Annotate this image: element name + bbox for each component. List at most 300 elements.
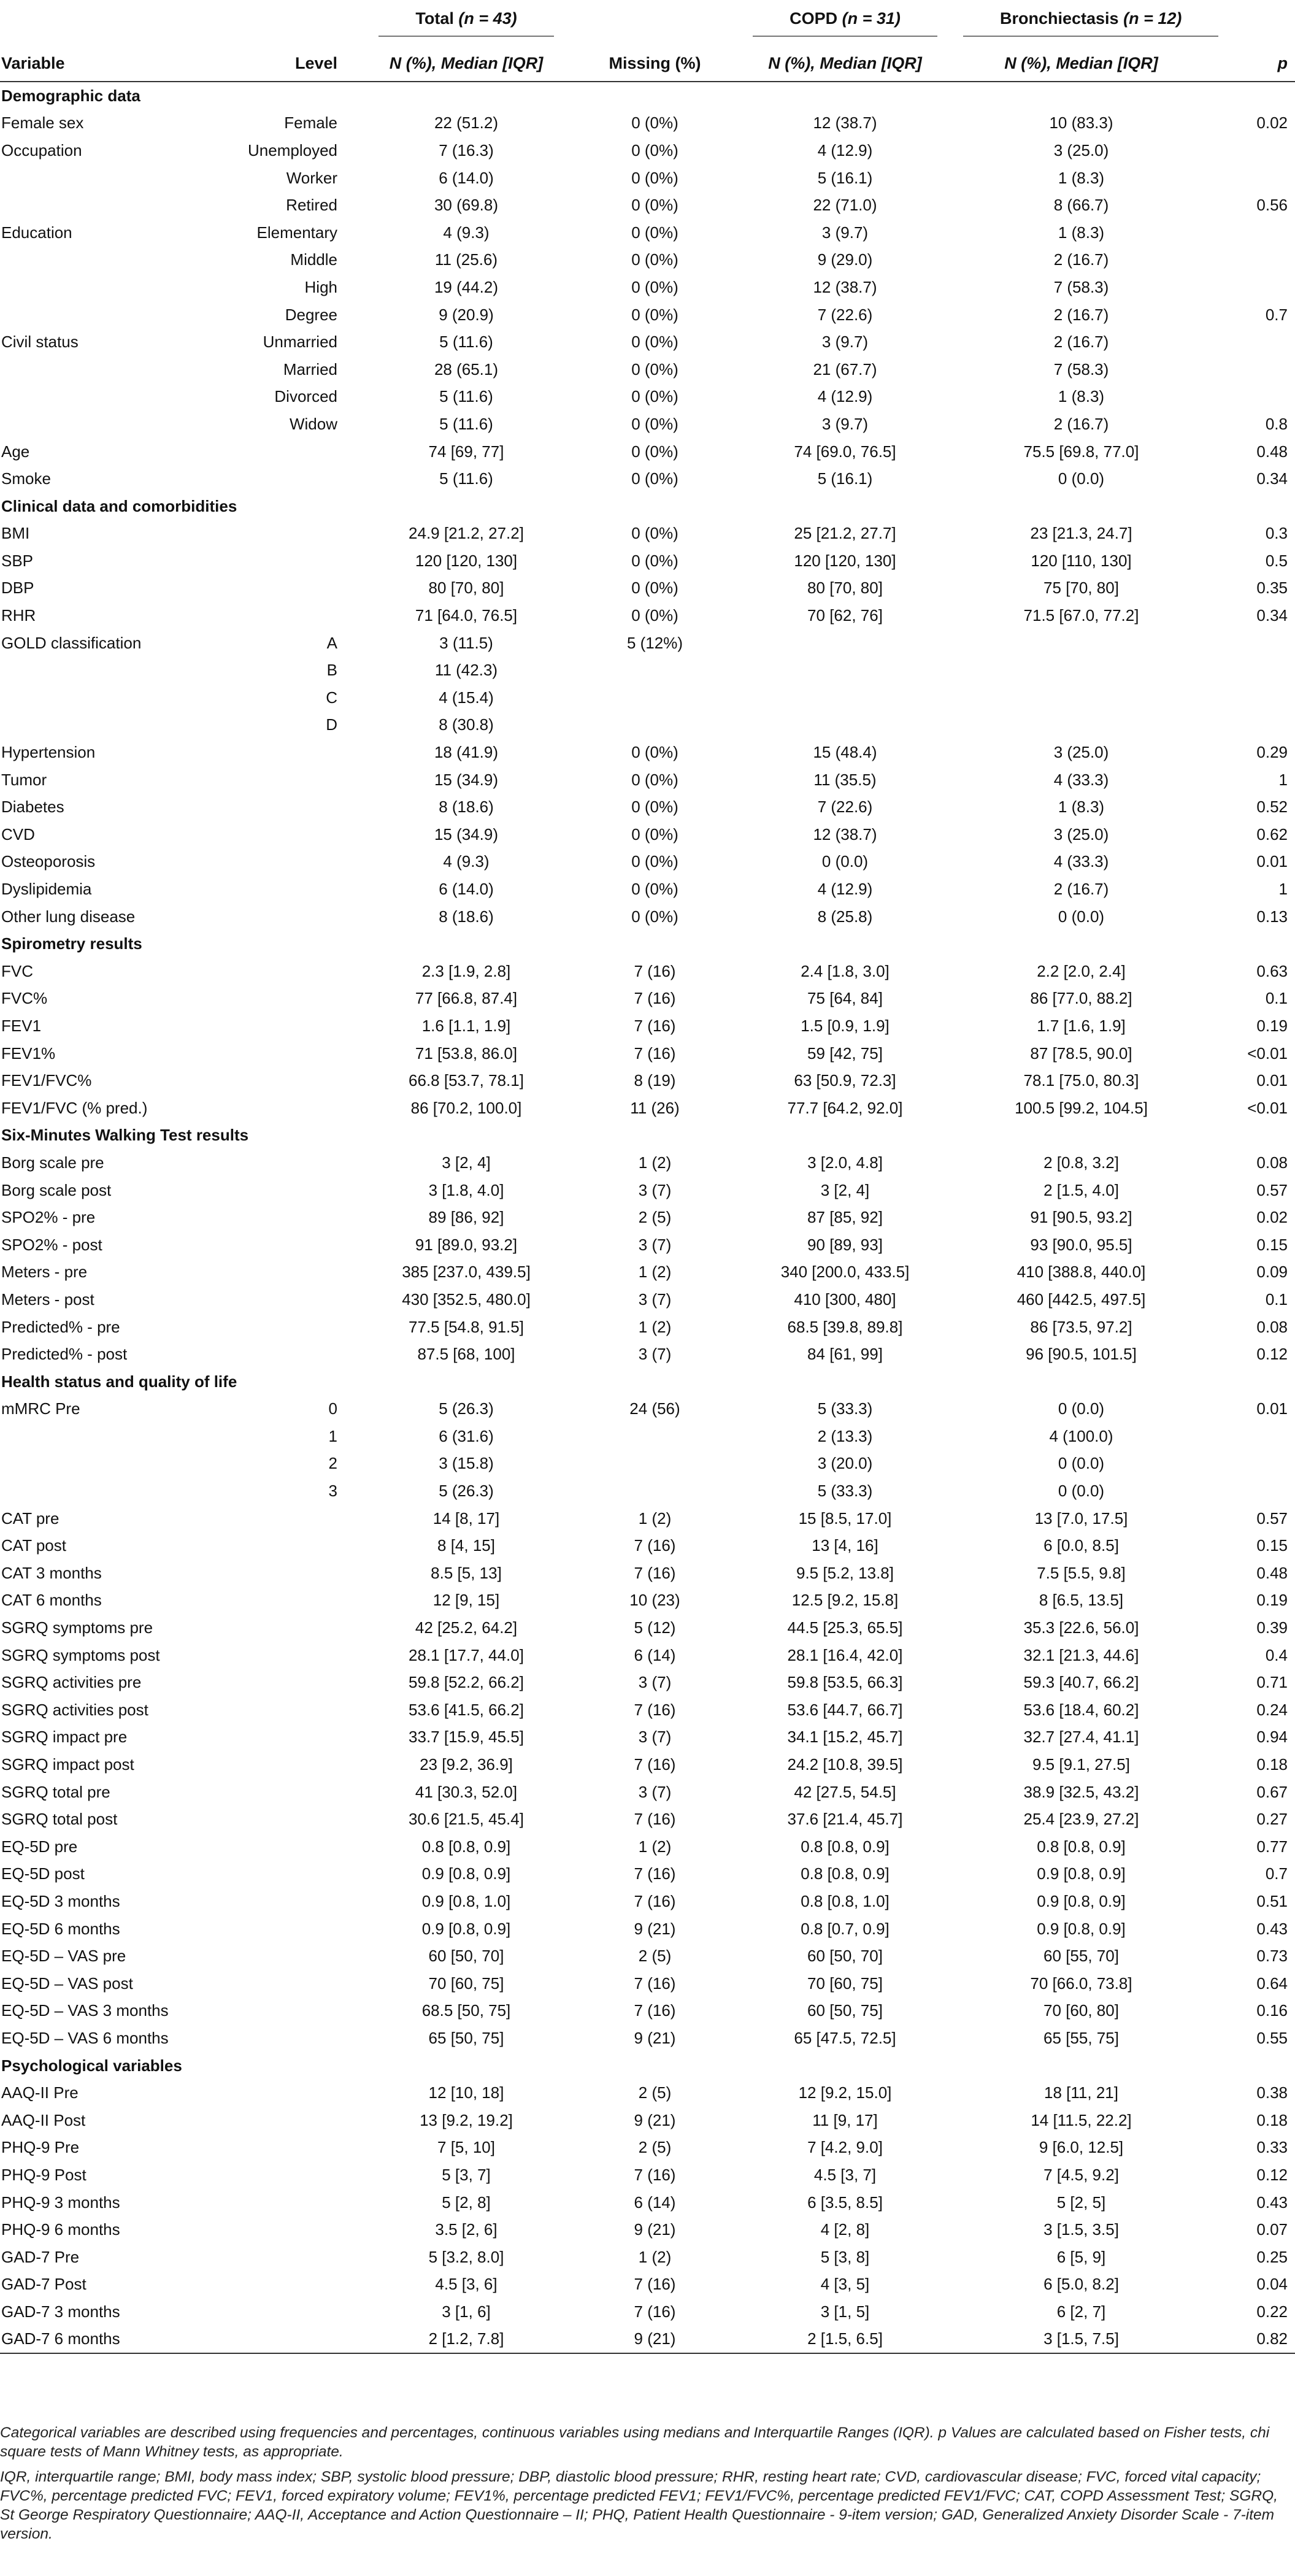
cell-total: 24.9 [21.2, 27.2] [409,524,524,543]
cell-p-value: <0.01 [1247,1044,1288,1063]
table-row [0,164,1295,192]
table-row [0,1778,1295,1806]
cell-total: 74 [69, 77] [428,442,504,461]
cell-bronchiectasis: 3 [1.5, 7.5] [963,2326,1199,2354]
cell-bronchiectasis: 2.2 [2.0, 2.4] [1037,961,1126,980]
cell-copd: 28.1 [16.4, 42.0] [787,1645,903,1664]
cell-bronchiectasis: 6 [0.0, 8.5] [1043,1536,1119,1555]
cell-missing: 7 (16) [634,1974,676,1993]
cell-copd: 3 [2.0, 4.8] [807,1153,883,1172]
cell-missing: 6 (14) [634,2193,676,2212]
cell-bronchiectasis [963,656,1199,684]
cell-missing: 7 (16) [634,1563,676,1582]
cell-copd: 44.5 [25.3, 65.5] [787,1618,903,1637]
cell-total: 28.1 [17.7, 44.0] [409,1645,524,1664]
section-row [0,1122,1295,1150]
cell-missing: 1 (2) [638,1317,672,1336]
cell-copd: 70 [60, 75] [807,1974,883,1993]
cell-p-value: 1 [1278,880,1288,899]
cell-variable [0,301,206,329]
table-row [0,191,1295,219]
cell-variable: Smoke [1,469,51,488]
cell-level: Worker [286,168,337,187]
cell-level: Widow [289,414,337,433]
cell-copd: 3 (9.7) [821,223,869,242]
table-row [0,465,1295,493]
cell-total: 12 [10, 18] [428,2083,504,2102]
cell-level: A [326,633,337,652]
cell-variable: Dyslipidemia [1,880,92,899]
cell-level: Elementary [256,223,337,242]
cell-total: 8.5 [5, 13] [431,1563,502,1582]
cell-p-value: 0.25 [1256,2247,1288,2266]
cell-variable: GAD-7 Pre [1,2247,80,2266]
cell-total: 71 [53.8, 86.0] [415,1044,518,1063]
cell-bronchiectasis: 0.9 [0.8, 0.9] [1037,1864,1126,1883]
section-title: Demographic data [1,86,140,105]
table-row [0,1149,1295,1177]
cell-p-value: 0.55 [1256,2028,1288,2047]
cell-total: 65 [50, 75] [428,2028,504,2047]
cell-level [206,1888,350,1915]
cell-p-value [1199,684,1295,712]
cell-p-value [1199,712,1295,739]
cell-p-value: 0.13 [1256,907,1288,926]
table-row [0,1559,1295,1587]
cell-bronchiectasis: 6 [2, 7] [1056,2302,1106,2321]
cell-total: 42 [25.2, 64.2] [415,1618,518,1637]
cell-p-value: 0.4 [1265,1645,1288,1664]
cell-level [206,821,350,848]
cell-level: D [326,715,337,734]
cell-missing: 11 (26) [630,1098,680,1117]
cell-p-value [1199,328,1295,356]
cell-level [206,602,350,629]
cell-bronchiectasis: 2 (16.7) [1053,250,1109,269]
cell-level: 2 [328,1454,337,1473]
cell-variable: SBP [1,551,34,570]
cell-copd: 90 [89, 93] [807,1235,883,1254]
cell-copd: 4 [2, 8] [820,2220,870,2239]
cell-variable: GAD-7 6 months [0,2326,206,2354]
table-row [0,1614,1295,1642]
cell-level [206,1942,350,1970]
cell-bronchiectasis: 9.5 [9.1, 27.5] [1032,1755,1130,1774]
cell-copd: 5 (33.3) [817,1399,873,1418]
cell-level [206,2243,350,2271]
cell-level [206,848,350,876]
cell-variable: SGRQ symptoms post [1,1645,160,1664]
cell-p-value: 0.43 [1256,2193,1288,2212]
cell-p-value: 0.29 [1256,743,1288,762]
cell-p-value [1199,247,1295,274]
cell-p-value: 0.39 [1256,1618,1288,1637]
cell-copd: 53.6 [44.7, 66.7] [787,1700,903,1719]
cell-missing: 3 (7) [638,1673,672,1692]
cell-bronchiectasis: 0 (0.0) [1058,1482,1105,1501]
table-row [0,1696,1295,1724]
cell-bronchiectasis: 7 (58.3) [1053,277,1109,296]
table-footnotes [0,2423,1288,2550]
cell-level [206,2271,350,2299]
cell-missing: 0 (0%) [631,223,678,242]
cell-bronchiectasis: 75 [70, 80] [1043,579,1119,598]
cell-bronchiectasis: 38.9 [32.5, 43.2] [1023,1782,1139,1801]
table-row [0,1040,1295,1067]
table-row [0,328,1295,356]
cell-level: Married [283,359,337,379]
cell-missing: 0 (0%) [631,113,678,133]
group-total: Total (n = 43) [379,9,553,37]
cell-total: 1.6 [1.1, 1.9] [421,1016,511,1035]
cell-missing: 0 (0%) [631,579,678,598]
cell-total: 8 (18.6) [439,907,494,926]
table-row [0,110,1295,137]
cell-missing: 0 (0%) [631,798,678,817]
cell-total: 66.8 [53.7, 78.1] [409,1071,524,1090]
cell-p-value: 0.48 [1256,442,1288,461]
cell-copd: 2 (13.3) [817,1426,873,1445]
cell-bronchiectasis: 100.5 [99.2, 104.5] [1015,1098,1148,1117]
table-row [0,1286,1295,1313]
cell-missing: 9 (21) [634,2220,676,2239]
cell-copd: 4.5 [3, 7] [813,2165,877,2184]
cell-bronchiectasis: 0.8 [0.8, 0.9] [1037,1837,1126,1856]
footnote-methods: Categorical variables are described using frequencies and percentages, continuous variables using medians and Interquartile Ranges (IQR). p Values are calculated based on Fisher tests, chi square tests of Mann Whitney tests, as appropriate. [0,2424,1270,2460]
cell-level [206,2189,350,2217]
cell-variable [0,656,206,684]
section-row [0,82,1295,110]
cell-level: Divorced [274,387,337,406]
cell-level [206,2079,350,2107]
cell-level [206,1696,350,1724]
table-row [0,1477,1295,1505]
table-row [0,2161,1295,2189]
cell-bronchiectasis: 3 [1.5, 3.5] [1043,2220,1119,2239]
cell-total: 5 (11.6) [439,414,493,433]
table-row [0,410,1295,438]
cell-missing: 3 (7) [638,1290,672,1309]
cell-total: 30 (69.8) [434,196,499,215]
cell-missing: 7 (16) [634,961,676,980]
cell-missing: 0 (0%) [631,305,678,324]
cell-bronchiectasis: 7.5 [5.5, 9.8] [1037,1563,1126,1582]
cell-total: 87.5 [68, 100] [417,1345,515,1364]
cell-variable [0,164,206,192]
cell-level [206,1861,350,1888]
section-row [0,493,1295,520]
cell-copd: 4 (12.9) [817,140,873,160]
cell-p-value: 0.8 [1265,414,1288,433]
cell-total: 3 (11.5) [439,633,493,652]
cell-level [206,1751,350,1778]
cell-copd: 74 [69.0, 76.5] [794,442,896,461]
cell-p-value: 0.33 [1256,2138,1288,2157]
cell-variable [0,247,206,274]
cell-total: 86 [70.2, 100.0] [410,1098,522,1117]
cell-copd: 42 [27.5, 54.5] [794,1782,896,1801]
table-row [0,2079,1295,2107]
table-row [0,958,1295,985]
table-row [0,2189,1295,2217]
cell-bronchiectasis: 8 [6.5, 13.5] [1039,1591,1124,1610]
cell-variable: PHQ-9 Post [1,2165,86,2184]
cell-copd: 77.7 [64.2, 92.0] [787,1098,903,1117]
cell-total: 3 [2, 4] [442,1153,491,1172]
cell-copd: 60 [50, 70] [807,1947,883,1966]
cell-copd: 6 [3.5, 8.5] [807,2193,883,2212]
cell-p-value: 0.01 [1256,1071,1288,1090]
cell-variable: SGRQ activities post [1,1700,148,1719]
cell-bronchiectasis: 2 [0.8, 3.2] [1043,1153,1119,1172]
cell-variable: RHR [1,606,36,625]
cell-variable: Meters - post [1,1290,94,1309]
table-row [0,1396,1295,1423]
cell-level: Female [284,113,337,133]
table-row [0,1751,1295,1778]
table-row [0,547,1295,575]
cell-copd: 2.4 [1.8, 3.0] [801,961,890,980]
cell-total: 5 [2, 8] [442,2193,491,2212]
cell-bronchiectasis: 10 (83.3) [1049,113,1113,133]
cell-p-value: 0.08 [1256,1153,1288,1172]
table-row [0,656,1295,684]
cell-total: 5 (26.3) [439,1482,494,1501]
cell-variable: CAT pre [1,1509,60,1528]
cell-bronchiectasis: 0 (0.0) [1058,1454,1105,1473]
cell-variable: Age [1,442,30,461]
cell-p-value: 0.35 [1256,579,1288,598]
cell-variable: PHQ-9 Pre [1,2138,80,2157]
cell-copd: 3 (20.0) [817,1454,873,1473]
cell-level [206,1559,350,1587]
cell-missing: 0 (0%) [631,907,678,926]
cell-copd: 410 [300, 480] [794,1290,896,1309]
cell-p-value: 0.57 [1256,1509,1288,1528]
cell-level [206,575,350,602]
cell-bronchiectasis: 75.5 [69.8, 77.0] [1023,442,1139,461]
cell-copd: 4 (12.9) [817,880,873,899]
cell-p-value: 0.48 [1256,1563,1288,1582]
table-row [0,848,1295,876]
cell-total: 12 [9, 15] [432,1591,500,1610]
cell-total: 5 (11.6) [439,333,493,352]
cell-missing: 7 (16) [634,1810,676,1829]
cell-variable: CAT 6 months [1,1591,102,1610]
cell-total: 4 (9.3) [443,223,490,242]
cell-variable: Meters - pre [1,1263,88,1282]
cell-bronchiectasis: 93 [90.0, 95.5] [1030,1235,1132,1254]
cell-variable: Tumor [1,770,47,789]
cell-p-value: 0.7 [1265,305,1288,324]
cell-p-value: 0.67 [1256,1782,1288,1801]
cell-variable: PHQ-9 6 months [1,2220,120,2239]
table-row [0,1915,1295,1943]
cell-missing: 1 (2) [638,1153,672,1172]
cell-level [206,958,350,985]
cell-missing: 0 (0%) [631,387,678,406]
cell-level [206,1833,350,1861]
cell-bronchiectasis: 65 [55, 75] [1043,2028,1119,2047]
table-row [0,739,1295,766]
footnote-abbreviations: IQR, interquartile range; BMI, body mass index; SBP, systolic blood pressure; DBP, diastolic blood pressure; RHR, resting heart rate; CVD, cardiovascular disease; FVC, forced vital capacity; FVC%, percentage predicted FVC; FEV1, forced expiratory volume; FEV1%, percentage predicted FEV1; FEV1/FVC%, percentage predicted FEV1/FVC; CAT, COPD Assessment Test; SGRQ, St George Respiratory Questionnaire; AAQ-II, Acceptance and Action Questionnaire – II; PHQ, Patient Health Questionnaire - 9-item version; GAD, Generalized Anxiety Disorder Scale - 7-item version. [0,2469,1278,2542]
cell-total: 53.6 [41.5, 66.2] [409,1700,524,1719]
cell-level [206,1915,350,1943]
cell-copd: 5 (16.1) [817,168,873,187]
cell-copd: 5 (33.3) [817,1482,873,1501]
cell-missing: 7 (16) [634,1864,676,1883]
table-row [0,520,1295,548]
cell-level [206,1340,350,1368]
cell-level [206,1587,350,1615]
table-row [0,1340,1295,1368]
cell-level [206,1313,350,1341]
table-row [0,301,1295,329]
table-row [0,684,1295,712]
cell-variable: SGRQ activities pre [1,1673,142,1692]
table-row [0,383,1295,411]
cell-level: B [326,661,337,680]
cell-bronchiectasis: 2 (16.7) [1053,305,1109,324]
cell-copd: 5 (16.1) [817,469,873,488]
cell-total: 5 (11.6) [439,469,493,488]
cell-level [206,1067,350,1094]
cell-copd: 63 [50.9, 72.3] [794,1071,896,1090]
cell-missing: 3 (7) [638,1728,672,1747]
cell-variable: SGRQ symptoms pre [1,1618,153,1637]
cell-variable: SGRQ impact post [1,1755,134,1774]
cell-bronchiectasis: 91 [90.5, 93.2] [1030,1208,1132,1227]
cell-bronchiectasis: 96 [90.5, 101.5] [1026,1345,1137,1364]
table-row [0,438,1295,466]
cell-level [206,903,350,931]
table-row [0,1259,1295,1286]
cell-copd: 12 (38.7) [813,825,877,844]
cell-level [206,1231,350,1259]
cell-variable: SGRQ total post [1,1810,118,1829]
cell-variable: FVC% [1,989,48,1008]
cell-copd: 12 (38.7) [813,113,877,133]
cell-missing: 10 (23) [629,1591,680,1610]
cell-bronchiectasis: 35.3 [22.6, 56.0] [1023,1618,1139,1637]
cell-bronchiectasis: 9 [6.0, 12.5] [1039,2138,1124,2157]
cell-missing: 24 (56) [629,1399,680,1418]
cell-p-value: 0.01 [1256,1399,1288,1418]
cell-p-value: 0.12 [1256,1345,1288,1364]
cell-missing: 0 (0%) [631,770,678,789]
cell-total: 120 [120, 130] [415,551,518,570]
cell-level [206,985,350,1013]
cell-p-value: 0.63 [1256,961,1288,980]
cell-copd: 11 (35.5) [813,770,877,789]
cell-variable: Hypertension [1,743,96,762]
table-row [0,2298,1295,2326]
cell-total: 68.5 [50, 75] [421,2001,511,2020]
cell-bronchiectasis: 3 (25.0) [1053,140,1109,160]
cell-copd: 3 [1, 5] [820,2302,870,2321]
cell-missing: 2 (5) [638,1947,672,1966]
cell-level: High [304,277,337,296]
cell-total: 0.9 [0.8, 0.9] [421,1864,511,1883]
cell-p-value: 0.62 [1256,825,1288,844]
table-row [0,1861,1295,1888]
cell-variable: EQ-5D – VAS post [1,1974,133,1993]
cell-bronchiectasis: 18 [11, 21] [1044,2083,1118,2102]
cell-missing: 7 (16) [634,1536,676,1555]
cell-level: C [326,688,337,707]
cell-p-value: 0.19 [1256,1591,1288,1610]
cell-copd: 0.8 [0.8, 0.9] [801,1837,890,1856]
cell-bronchiectasis: 0 (0.0) [1058,907,1105,926]
cell-p-value: 0.22 [1256,2302,1288,2321]
cell-total: 89 [86, 92] [428,1208,504,1227]
group-copd: COPD (n = 31) [753,9,937,37]
table-row [0,1970,1295,1997]
cell-bronchiectasis: 78.1 [75.0, 80.3] [1023,1071,1139,1090]
cell-missing: 0 (0%) [631,250,678,269]
cell-p-value [1199,629,1295,657]
cell-total: 6 (14.0) [439,168,494,187]
cell-level: Degree [285,305,337,324]
cell-bronchiectasis: 23 [21.3, 24.7] [1030,524,1132,543]
cell-bronchiectasis: 71.5 [67.0, 77.2] [1023,606,1139,625]
cell-level: 3 [328,1482,337,1501]
cell-level [206,793,350,821]
cell-level [206,1040,350,1067]
cell-total: 91 [89.0, 93.2] [415,1235,518,1254]
cell-variable: EQ-5D pre [1,1837,78,1856]
cell-bronchiectasis: 32.7 [27.4, 41.1] [1023,1728,1139,1747]
cell-variable: AAQ-II Pre [1,2083,79,2102]
cell-level [206,1642,350,1669]
cell-copd: 11 [9, 17] [812,2110,878,2129]
cell-p-value: 0.77 [1256,1837,1288,1856]
col-p: p [1199,45,1295,82]
cell-p-value: 0.43 [1256,1919,1288,1938]
section-title: Health status and quality of life [1,1372,237,1391]
cell-missing: 0 (0%) [631,825,678,844]
cell-missing: 9 (21) [634,2028,676,2047]
cell-total: 2 [1.2, 7.8] [350,2326,583,2354]
cell-variable: EQ-5D – VAS pre [1,1947,126,1966]
cell-total: 430 [352.5, 480.0] [402,1290,531,1309]
cell-level [206,1177,350,1204]
cell-bronchiectasis: 53.6 [18.4, 60.2] [1023,1700,1139,1719]
cell-total: 9 (20.9) [439,305,494,324]
cell-missing: 0 (0%) [631,524,678,543]
table-row [0,2216,1295,2243]
cell-bronchiectasis: 14 [11.5, 22.2] [1031,2110,1132,2129]
cell-p-value: 0.82 [1199,2326,1295,2354]
cell-total: 33.7 [15.9, 45.5] [409,1728,524,1747]
cell-total: 28 (65.1) [434,359,499,379]
cell-copd: 24.2 [10.8, 39.5] [787,1755,903,1774]
cell-bronchiectasis: 2 [1.5, 4.0] [1043,1180,1119,1199]
cell-total: 5 (26.3) [439,1399,494,1418]
cell-variable: SPO2% - post [1,1235,102,1254]
cell-variable [0,274,206,301]
cell-level [206,766,350,794]
cell-copd: 340 [200.0, 433.5] [780,1263,910,1282]
cell-bronchiectasis: 86 [77.0, 88.2] [1030,989,1132,1008]
cell-total: 7 (16.3) [439,140,494,160]
cell-total: 8 [4, 15] [437,1536,495,1555]
table-row [0,356,1295,383]
cell-missing: 5 (12%) [626,633,683,652]
cell-level [206,1669,350,1696]
cell-p-value: 0.34 [1256,606,1288,625]
cell-p-value [1199,164,1295,192]
